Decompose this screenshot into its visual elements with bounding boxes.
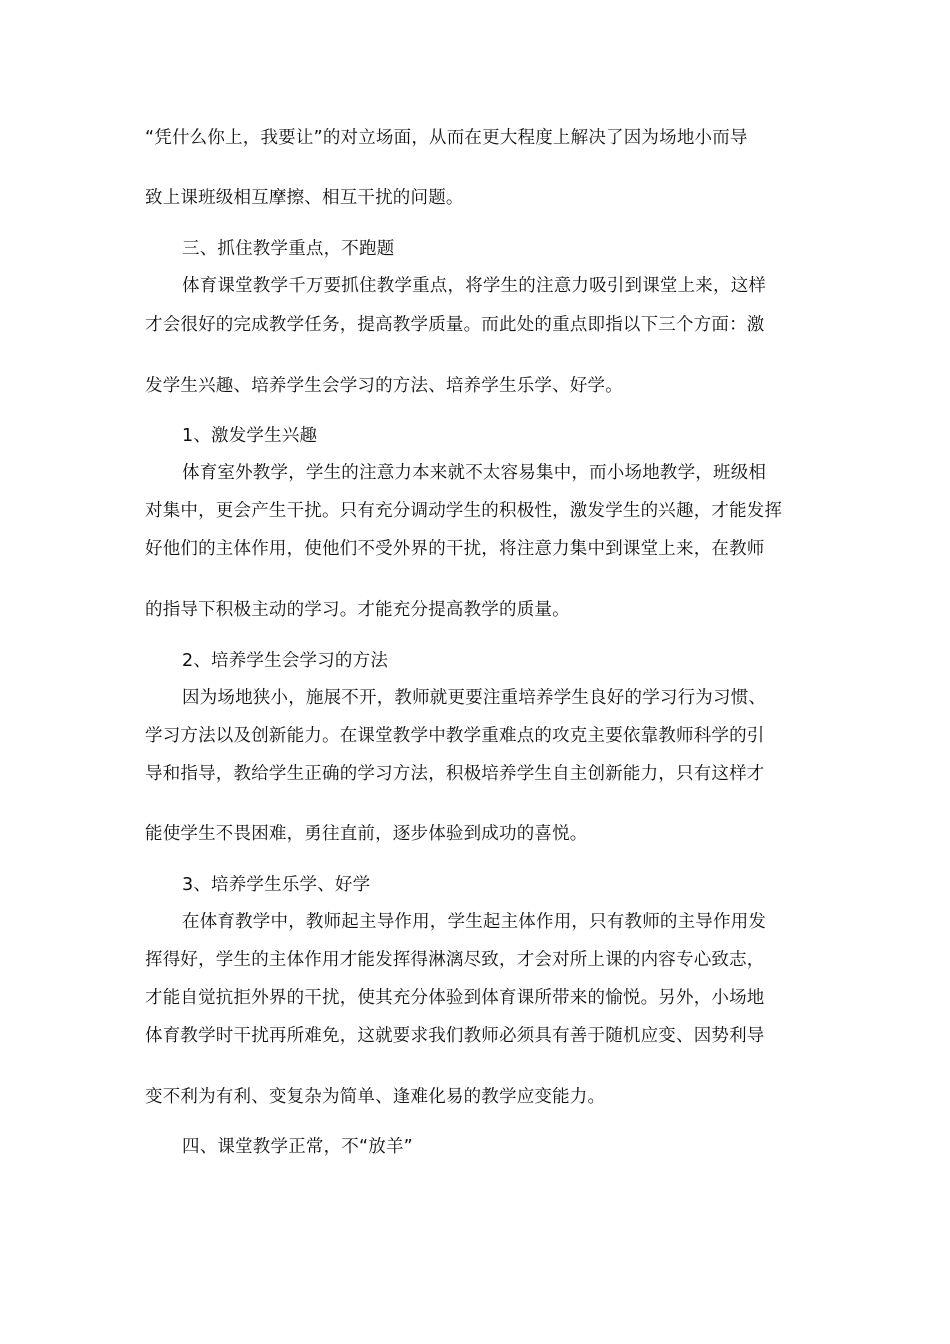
paragraph-line: 致上课班级相互摩擦、相互干扰的问题。: [145, 188, 464, 208]
paragraph-line: 发学生兴趣、培养学生会学习的方法、培养学生乐学、好学。: [145, 376, 623, 396]
paragraph-line: 体育教学时干扰再所难免，这就要求我们教师必须具有善于随机应变、因势利导: [145, 1026, 765, 1046]
paragraph-line: 对集中，更会产生干扰。只有充分调动学生的积极性，激发学生的兴趣，才能发挥: [145, 501, 783, 521]
paragraph-line: 学习方法以及创新能力。在课堂教学中教学重难点的攻克主要依靠教师科学的引: [145, 726, 765, 746]
paragraph-line: 在体育教学中，教师起主导作用，学生起主体作用，只有教师的主导作用发: [182, 912, 767, 932]
paragraph-line: 体育室外教学，学生的注意力本来就不太容易集中，而小场地教学，班级相: [182, 463, 767, 483]
paragraph-line: 能使学生不畏困难，勇往直前，逐步体验到成功的喜悦。: [145, 824, 588, 844]
paragraph-line: 才能自觉抗拒外界的干扰，使其充分体验到体育课所带来的愉悦。另外，小场地: [145, 988, 765, 1008]
paragraph-line: “凭什么你上，我要让”的对立场面，从而在更大程度上解决了因为场地小而导: [145, 128, 748, 148]
paragraph-line: 导和指导，教给学生正确的学习方法，积极培养学生自主创新能力，只有这样才: [145, 764, 765, 784]
subsection-heading-1: 1、激发学生兴趣: [182, 426, 318, 446]
paragraph-line: 挥得好，学生的主体作用才能发挥得淋漓尽致，才会对所上课的内容专心致志，: [145, 950, 765, 970]
paragraph-line: 好他们的主体作用，使他们不受外界的干扰，将注意力集中到课堂上来，在教师: [145, 539, 765, 559]
paragraph-line: 变不利为有利、变复杂为简单、逢难化易的教学应变能力。: [145, 1087, 606, 1107]
subsection-heading-3: 3、培养学生乐学、好学: [182, 875, 371, 895]
paragraph-line: 的指导下积极主动的学习。才能充分提高教学的质量。: [145, 600, 570, 620]
paragraph-line: 体育课堂教学千万要抓住教学重点，将学生的注意力吸引到课堂上来，这样: [182, 276, 767, 296]
paragraph-line: 因为场地狭小，施展不开，教师就更要注重培养学生良好的学习行为习惯、: [182, 688, 767, 708]
subsection-heading-2: 2、培养学生会学习的方法: [182, 651, 389, 671]
section-heading-4: 四、课堂教学正常，不“放羊”: [182, 1137, 413, 1157]
paragraph-line: 才会很好的完成教学任务，提高教学质量。而此处的重点即指以下三个方面：激: [145, 315, 765, 335]
section-heading-3: 三、抓住教学重点，不跑题: [182, 239, 395, 259]
